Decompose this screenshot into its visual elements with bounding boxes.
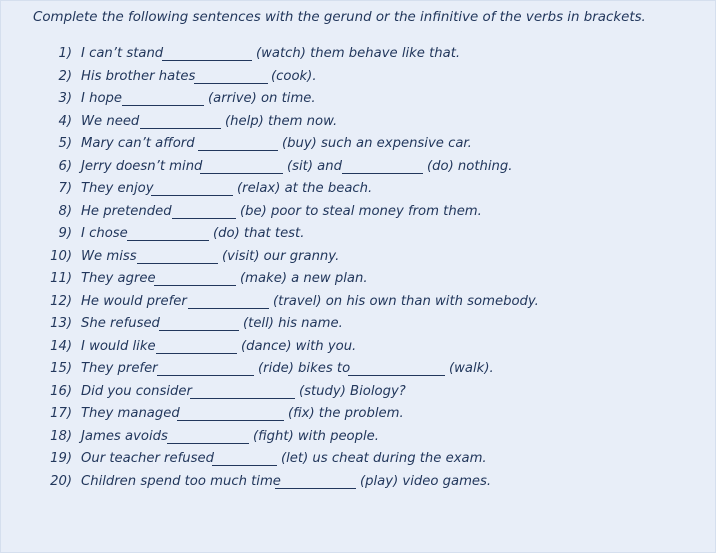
answer-blank[interactable] [137, 263, 218, 264]
sentence-end: (relax) at the beach. [237, 181, 373, 196]
sentence-end: (dance) with you. [241, 339, 357, 354]
exercise-number: 19) [50, 451, 72, 466]
answer-blank[interactable] [154, 285, 236, 286]
sentence-start: She refused [81, 316, 160, 331]
sentence-start: Our teacher refused [81, 451, 214, 466]
answer-blank[interactable] [188, 308, 269, 309]
exercise-number: 20) [50, 474, 72, 489]
answer-blank[interactable] [151, 195, 233, 196]
sentence-end-second: (do) nothing. [427, 159, 513, 174]
sentence-end: (let) us cheat during the exam. [281, 451, 487, 466]
answer-blank[interactable] [156, 353, 237, 354]
sentence-end: (play) video games. [360, 474, 492, 489]
sentence-start: He pretended [81, 204, 172, 219]
sentence-start: Jerry doesn’t mind [81, 159, 203, 174]
sentence-end: (make) a new plan. [240, 271, 368, 286]
exercise-number: 15) [50, 361, 72, 376]
exercise-number: 9) [58, 226, 72, 241]
sentence-end: (arrive) on time. [208, 91, 316, 106]
exercise-number: 4) [58, 114, 72, 129]
sentence-end: (visit) our granny. [222, 249, 340, 264]
exercise-number: 7) [58, 181, 72, 196]
sentence-start: They agree [81, 271, 156, 286]
exercise-number: 8) [58, 204, 72, 219]
sentence-start: Did you consider [81, 384, 192, 399]
exercise-number: 2) [58, 69, 72, 84]
sentence-start: I can’t stand [81, 46, 164, 61]
sentence-end-second: (walk). [449, 361, 494, 376]
sentence-start: We need [81, 114, 140, 129]
exercise-number: 18) [50, 429, 72, 444]
exercise-number: 3) [58, 91, 72, 106]
sentence-end: (help) them now. [225, 114, 338, 129]
answer-blank[interactable] [127, 240, 209, 241]
exercise-number: 6) [58, 159, 72, 174]
answer-blank-second[interactable] [342, 173, 423, 174]
exercise-number: 17) [50, 406, 72, 421]
sentence-start: James avoids [81, 429, 168, 444]
answer-blank[interactable] [162, 60, 252, 61]
sentence-start: They enjoy [81, 181, 154, 196]
sentence-end: (travel) on his own than with somebody. [273, 294, 539, 309]
sentence-end: (do) that test. [213, 226, 305, 241]
sentence-start: His brother hates [81, 69, 196, 84]
sentence-start: We miss [81, 249, 137, 264]
sentence-end: (watch) them behave like that. [256, 46, 461, 61]
answer-blank[interactable] [167, 443, 249, 444]
sentence-start: They managed [81, 406, 180, 421]
exercise-number: 5) [58, 136, 72, 151]
answer-blank[interactable] [190, 398, 295, 399]
exercise-number: 13) [50, 316, 72, 331]
sentence-end: (ride) bikes to [258, 361, 351, 376]
sentence-start: He would prefer [81, 294, 187, 309]
answer-blank[interactable] [275, 488, 356, 489]
sentence-end: (tell) his name. [243, 316, 343, 331]
sentence-end: (sit) and [287, 159, 342, 174]
exercise-number: 1) [58, 46, 72, 61]
sentence-start: They prefer [81, 361, 158, 376]
exercise-number: 11) [50, 271, 72, 286]
answer-blank[interactable] [212, 465, 277, 466]
answer-blank[interactable] [200, 173, 283, 174]
answer-blank[interactable] [177, 420, 284, 421]
sentence-start: Mary can’t afford [81, 136, 195, 151]
answer-blank[interactable] [159, 330, 239, 331]
exercise-number: 14) [50, 339, 72, 354]
answer-blank[interactable] [157, 375, 254, 376]
exercise-number: 16) [50, 384, 72, 399]
answer-blank[interactable] [140, 128, 221, 129]
exercise-number: 12) [50, 294, 72, 309]
sentence-end: (cook). [271, 69, 317, 84]
sentence-start: I would like [81, 339, 156, 354]
answer-blank[interactable] [198, 150, 278, 151]
sentence-end: (study) Biology? [299, 384, 406, 399]
sentence-start: I hope [81, 91, 122, 106]
sentence-end: (be) poor to steal money from them. [240, 204, 482, 219]
sentence-start: Children spend too much time [81, 474, 281, 489]
answer-blank[interactable] [172, 218, 236, 219]
exercise-number: 10) [50, 249, 72, 264]
sentence-end: (fight) with people. [253, 429, 379, 444]
sentence-start: I chose [81, 226, 128, 241]
answer-blank-second[interactable] [348, 375, 445, 376]
instruction-text: Complete the following sentences with the gerund or the infinitive of the verbs in brackets. [33, 10, 646, 25]
sentence-end: (fix) the problem. [288, 406, 404, 421]
answer-blank[interactable] [194, 83, 268, 84]
sentence-end: (buy) such an expensive car. [282, 136, 472, 151]
answer-blank[interactable] [122, 105, 204, 106]
